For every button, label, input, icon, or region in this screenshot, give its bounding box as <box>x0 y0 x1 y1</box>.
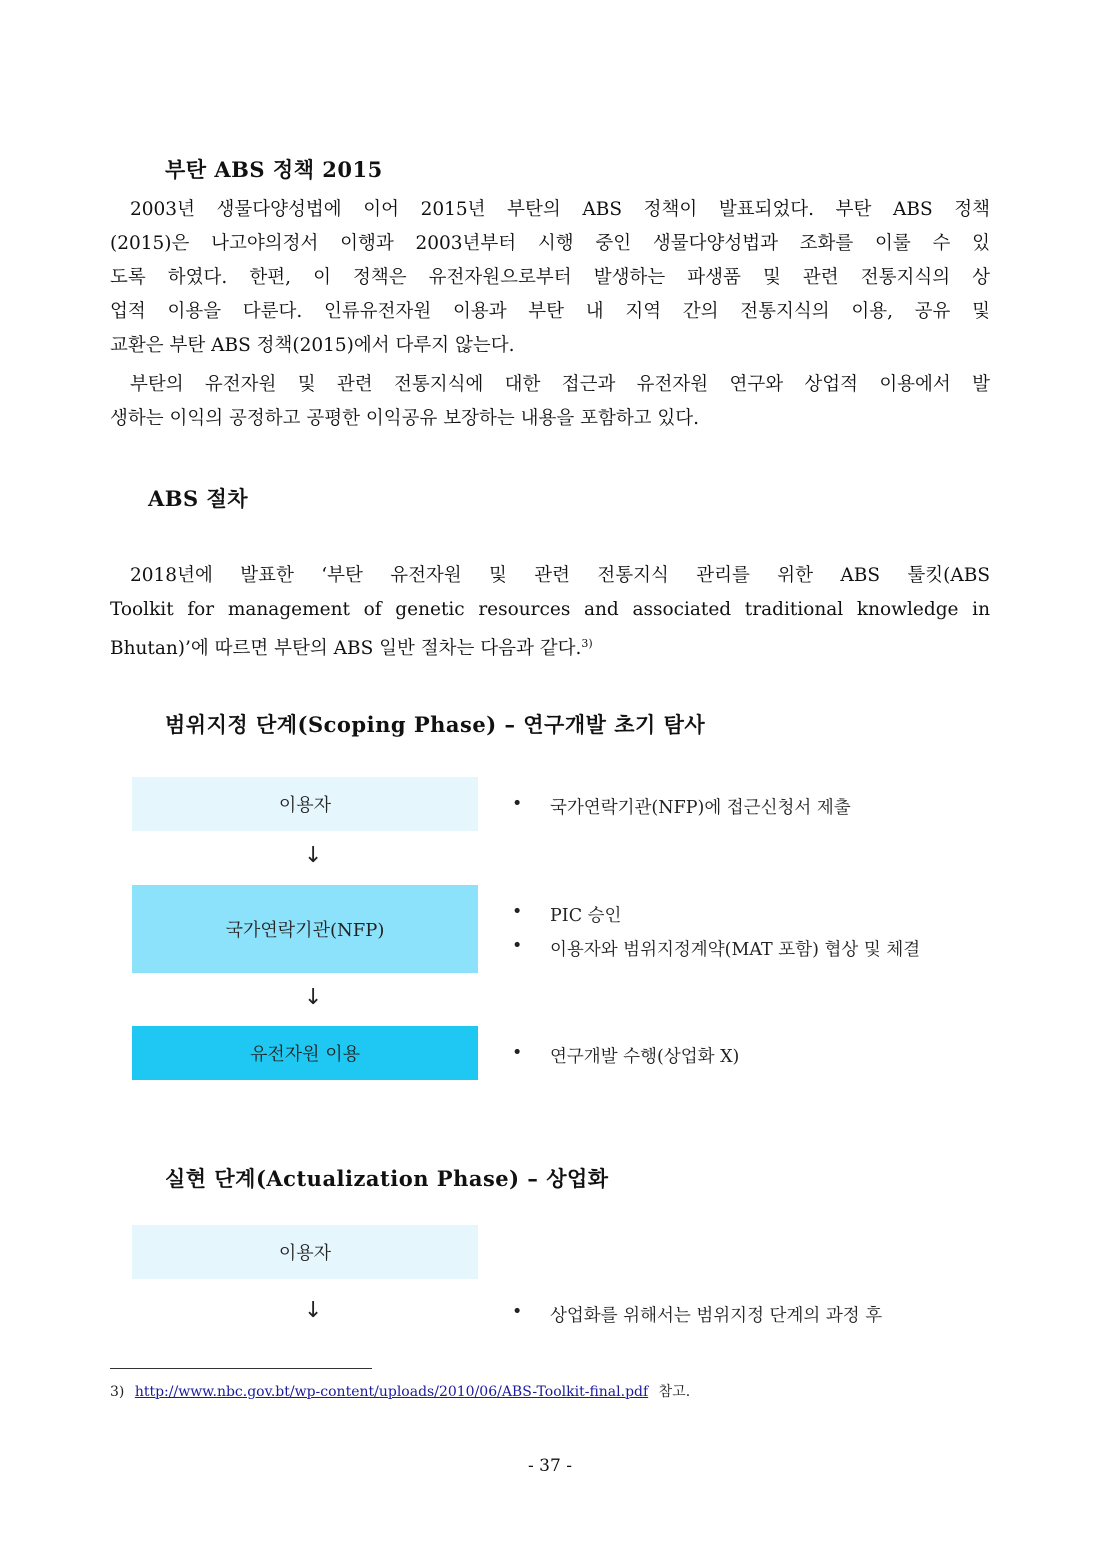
section-title-abs-procedure: ABS 절차 <box>148 486 249 511</box>
down-arrow-icon: ↓ <box>304 843 323 868</box>
bullet-icon: • <box>512 794 523 814</box>
bullet-icon: • <box>512 902 523 922</box>
paragraph-abs-policy <box>110 193 990 363</box>
paragraph-abs-toolkit <box>110 559 990 666</box>
paragraph-line: 2003년 생물다양성법에 이어 2015년 부탄의 ABS 정책이 발표되었다. 부탄 ABS 정책 <box>130 199 990 220</box>
flow-box-label: 이용자 <box>278 1243 332 1264</box>
bullet-item <box>512 794 851 819</box>
footnote-suffix: 참고. <box>658 1384 691 1400</box>
flow-box-user <box>132 777 478 831</box>
paragraph-line: 부탄의 유전자원 및 관련 전통지식에 대한 접근과 유전자원 연구와 상업적 이용에서 발 <box>130 374 990 395</box>
paragraph-line-text: Bhutan)’에 따르면 부탄의 ABS 일반 절차는 다음과 같다. <box>110 638 582 660</box>
bullet-text: 상업화를 위해서는 범위지정 단계의 과정 후 <box>550 1306 883 1326</box>
footnote-number: 3) <box>110 1384 125 1400</box>
down-arrow-icon: ↓ <box>304 985 323 1010</box>
flow-box-user-actualization <box>132 1225 478 1279</box>
paragraph-line: 업적 이용을 다룬다. 인류유전자원 이용과 부탄 내 지역 간의 전통지식의 이용, 공유 및 <box>110 301 990 322</box>
footnote <box>110 1381 690 1401</box>
bullet-text: PIC 승인 <box>550 906 622 926</box>
paragraph-benefit-sharing <box>110 368 990 436</box>
flow-box-label: 이용자 <box>278 795 332 816</box>
flow-box-label: 유전자원 이용 <box>249 1044 361 1065</box>
paragraph-line: 생하는 이익의 공정하고 공평한 이익공유 보장하는 내용을 포함하고 있다. <box>110 408 700 429</box>
bullet-text: 국가연락기관(NFP)에 접근신청서 제출 <box>550 798 851 818</box>
flow-box-nfp <box>132 885 478 973</box>
paragraph-line <box>90 627 990 666</box>
footnote-link[interactable]: http://www.nbc.gov.bt/wp-content/uploads/2010/06/ABS-Toolkit-final.pdf <box>134 1384 649 1400</box>
bullet-icon: • <box>512 936 523 956</box>
bullet-item <box>512 1043 739 1068</box>
down-arrow-icon: ↓ <box>304 1298 323 1323</box>
bullet-item <box>512 936 920 961</box>
paragraph-line: 도록 하였다. 한편, 이 정책은 유전자원으로부터 발생하는 파생품 및 관련 전통지식의 상 <box>110 267 990 288</box>
bullet-icon: • <box>512 1043 523 1063</box>
section-title-abs-policy: 부탄 ABS 정책 2015 <box>165 157 383 182</box>
flow-box-label: 국가연락기관(NFP) <box>225 920 385 941</box>
paragraph-line: 2018년에 발표한 ‘부탄 유전자원 및 관련 전통지식 관리를 위한 ABS 툴킷(ABS <box>130 565 990 586</box>
scoping-phase-title: 범위지정 단계(Scoping Phase) – 연구개발 초기 탐사 <box>165 712 706 737</box>
paragraph-line: Toolkit for management of genetic resources and associated traditional knowledge in <box>110 599 990 620</box>
footnote-divider <box>110 1368 372 1369</box>
bullet-item <box>512 902 621 927</box>
paragraph-line: (2015)은 나고야의정서 이행과 2003년부터 시행 중인 생물다양성법과 조화를 이룰 수 있 <box>110 233 990 254</box>
page-number: - 37 - <box>528 1456 572 1476</box>
bullet-item <box>512 1302 882 1327</box>
footnote-reference[interactable]: 3) <box>581 637 593 650</box>
bullet-text: 이용자와 범위지정계약(MAT 포함) 협상 및 체결 <box>550 940 921 960</box>
actualization-phase-title: 실현 단계(Actualization Phase) – 상업화 <box>165 1166 609 1191</box>
flow-box-genetic-resource-use <box>132 1026 478 1080</box>
paragraph-line: 교환은 부탄 ABS 정책(2015)에서 다루지 않는다. <box>110 335 515 356</box>
bullet-text: 연구개발 수행(상업화 X) <box>550 1047 740 1067</box>
bullet-icon: • <box>512 1302 523 1322</box>
